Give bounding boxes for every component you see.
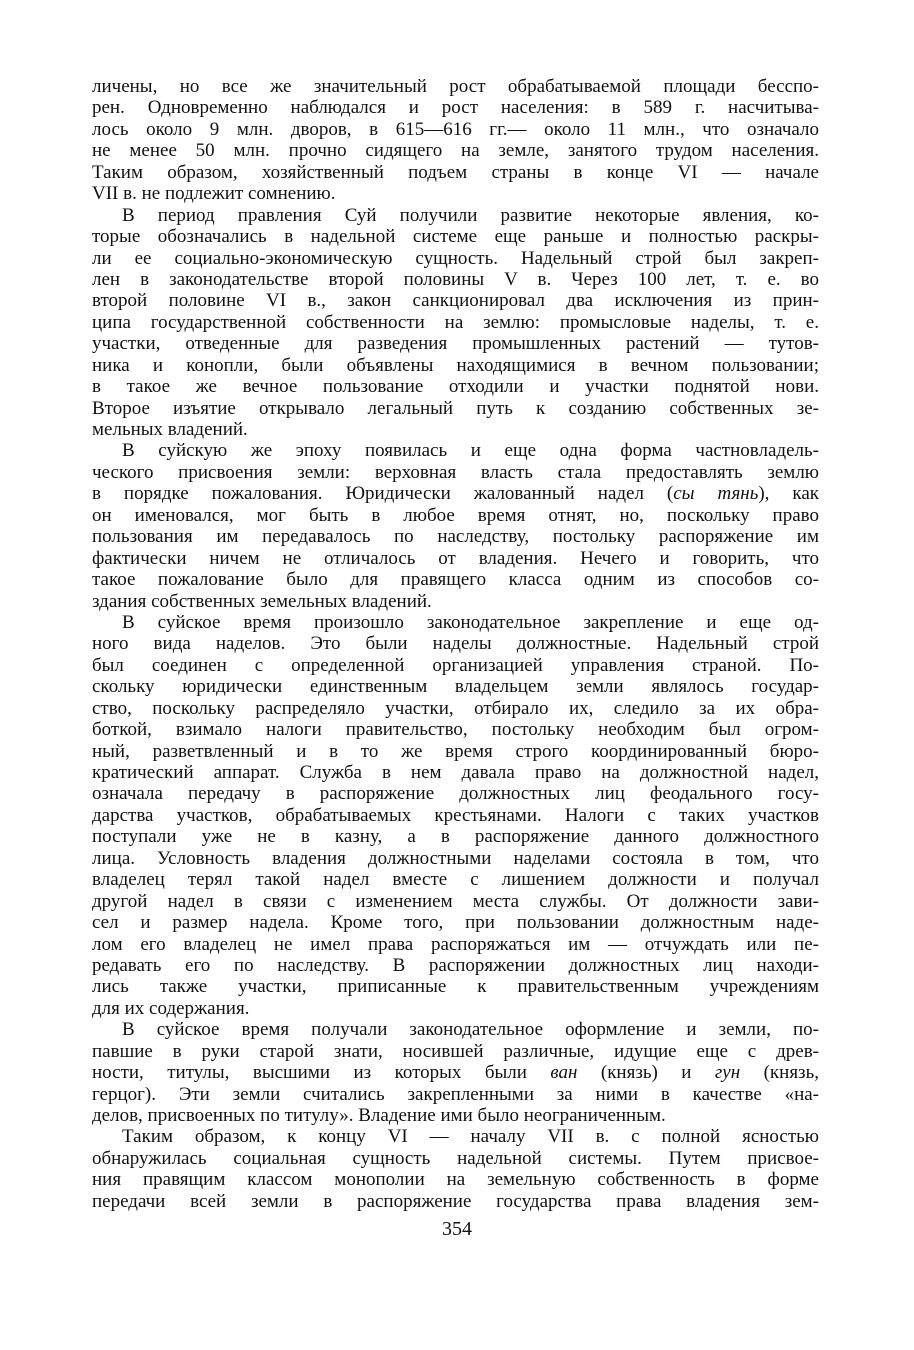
text-line xyxy=(92,1062,819,1083)
paragraph xyxy=(92,1126,819,1212)
page-number: 354 xyxy=(442,1218,472,1240)
text-line: мельных владений. xyxy=(92,419,248,440)
text-line: не менее 50 млн. прочно сидящего на земле, занятого трудом населения. xyxy=(92,140,819,162)
text-line: рен. Одновременно наблюдался и рост населения: в 589 г. насчитыва- xyxy=(92,97,819,119)
paragraph xyxy=(92,1019,819,1126)
text-segment: ), как xyxy=(758,483,819,505)
text-line: лица. Условность владения должностными наделами состояла в том, что xyxy=(92,847,819,869)
text-line: ципа государственной собственности на землю: промысловые наделы, т. е. xyxy=(92,311,819,333)
text-line: для их содержания. xyxy=(92,997,250,1019)
paragraph xyxy=(92,76,819,205)
text-line: владелец терял такой надел вместе с лишением должности и получал xyxy=(92,869,819,891)
text-line: другой надел в связи с изменением места службы. От должности зави- xyxy=(92,890,819,912)
text-line: павшие в руки старой знати, носившей различные, идущие еще с древ- xyxy=(92,1040,819,1062)
text-line: обнаружилась социальная сущность надельной системы. Путем присвое- xyxy=(92,1147,819,1169)
text-line: В суйскую же эпоху появилась и еще одна форма частновладель- xyxy=(122,440,819,462)
text-line: Таким образом, хозяйственный подъем страны в конце VI — начале xyxy=(92,161,819,183)
paragraph xyxy=(92,612,819,1019)
text-line: был соединен с определенной организацией управления страной. По- xyxy=(92,654,819,676)
text-line: личены, но все же значительный рост обрабатываемой площади бесспо- xyxy=(92,76,819,97)
text-line: ство, поскольку распределяло участки, отбирало их, следило за их обра- xyxy=(92,697,819,719)
text-line: означала передачу в распоряжение должностных лиц феодального госу- xyxy=(92,783,819,805)
text-line: делов, присвоенных по титулу». Владение ими было неограниченным. xyxy=(92,1105,666,1126)
text-line: передачи всей земли в распоряжение государства права владения зем- xyxy=(92,1190,819,1212)
text-line: В период правления Суй получили развитие некоторые явления, ко- xyxy=(122,204,819,226)
text-segment: (князь) и xyxy=(577,1062,715,1084)
text-line: ли ее социально-экономическую сущность. Надельный строй был закреп- xyxy=(92,247,819,269)
text-line: В суйское время получали законодательное оформление и земли, по- xyxy=(122,1019,819,1041)
text-line: ния правящим классом монополии на земельную собственность в форме xyxy=(92,1169,819,1191)
text-line: Второе изъятие открывало легальный путь к созданию собственных зе- xyxy=(92,397,819,419)
text-line: лось около 9 млн. дворов, в 615—616 гг.— около 11 млн., что означало xyxy=(92,118,819,140)
text-line: лен в законодательстве второй половины V в. Через 100 лет, т. е. во xyxy=(92,268,819,290)
text-segment: в порядке пожалования. Юридически жалованный надел ( xyxy=(92,483,674,505)
page-body xyxy=(92,76,819,1212)
paragraph xyxy=(92,440,819,612)
text-line: он именовался, мог быть в любое время отнят, но, поскольку право xyxy=(92,504,819,526)
text-line: торые обозначались в надельной системе еще раньше и полностью раскры- xyxy=(92,226,819,248)
text-line: такое пожалование было для правящего класса одним из способов со- xyxy=(92,569,819,591)
text-line: В суйское время произошло законодательное закрепление и еще од- xyxy=(122,611,819,633)
italic-term: ван xyxy=(550,1062,578,1084)
text-line: здания собственных земельных владений. xyxy=(92,590,432,612)
paragraph xyxy=(92,205,819,441)
text-line: герцог). Эти земли считались закрепленными за ними в качестве «на- xyxy=(92,1083,819,1105)
text-line: боткой, взимало налоги правительство, постольку необходим был огром- xyxy=(92,719,819,741)
text-line: ческого присвоения земли: верховная власть стала предоставлять землю xyxy=(92,461,819,483)
text-line: второй половине VI в., закон санкционировал два исключения из прин- xyxy=(92,290,819,312)
text-line: скольку юридически единственным владельцем земли являлось государ- xyxy=(92,676,819,698)
text-segment: (князь, xyxy=(740,1062,819,1084)
text-line xyxy=(92,483,819,504)
text-line: лом его владелец не имел права распоряжаться им — отчуждать или пе- xyxy=(92,933,819,955)
text-line: в такое же вечное пользование отходили и участки поднятой нови. xyxy=(92,376,819,398)
text-line: кратический аппарат. Служба в нем давала право на должностной надел, xyxy=(92,762,819,783)
text-line: ный, разветвленный и в то же время строго координированный бюро- xyxy=(92,740,819,762)
italic-term: сы тянь xyxy=(673,483,759,505)
text-line: фактически ничем не отличалось от владения. Нечего и говорить, что xyxy=(92,547,819,569)
text-line: сел и размер надела. Кроме того, при пользовании должностным наде- xyxy=(92,912,819,934)
text-line: дарства участков, обрабатываемых крестьянами. Налоги с таких участков xyxy=(92,804,819,826)
text-line: ного вида наделов. Это были наделы должностные. Надельный строй xyxy=(92,633,819,655)
text-line: редавать его по наследству. В распоряжении должностных лиц находи- xyxy=(92,954,819,976)
text-line: VII в. не подлежит сомнению. xyxy=(92,183,336,205)
text-line: участки, отведенные для разведения промышленных растений — тутов- xyxy=(92,333,819,355)
text-line: пользования им передавалось по наследству, постольку распоряжение им xyxy=(92,526,819,548)
italic-term: гун xyxy=(714,1062,741,1084)
text-segment: ности, титулы, высшими из которых были xyxy=(92,1062,551,1084)
text-line: ника и конопли, были объявлены находящимися в вечном пользовании; xyxy=(92,354,819,376)
text-line: Таким образом, к концу VI — началу VII в. с полной ясностью xyxy=(122,1126,819,1148)
text-line: лись также участки, приписанные к правительственным учреждениям xyxy=(92,976,819,998)
text-line: поступали уже не в казну, а в распоряжение данного должностного xyxy=(92,826,819,848)
